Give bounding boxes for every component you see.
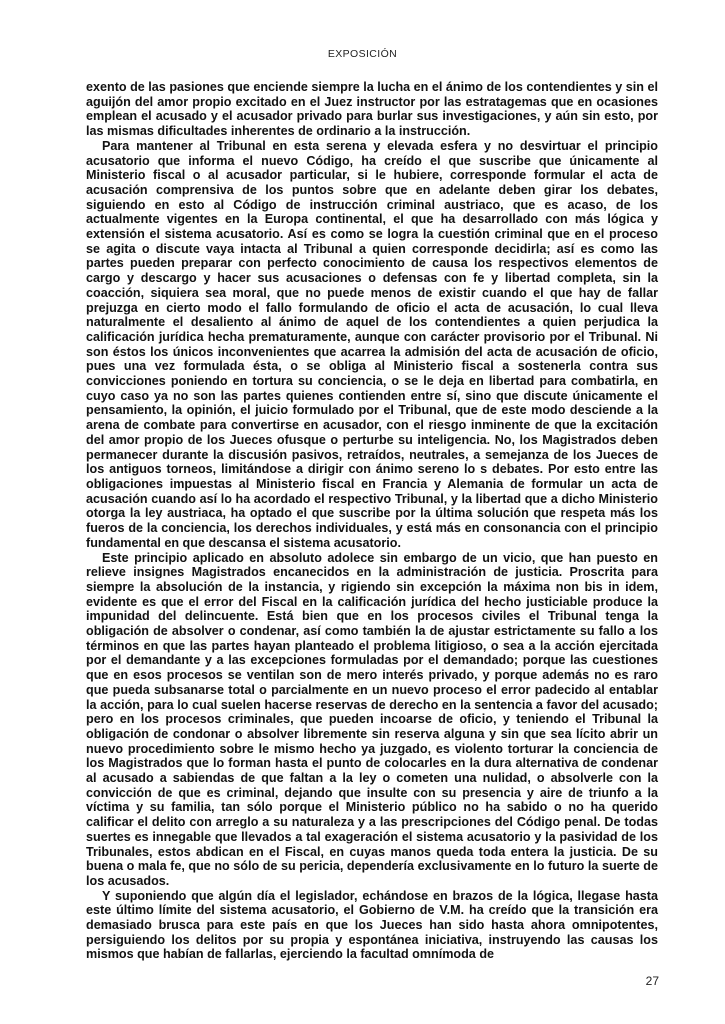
paragraph-1: exento de las pasiones que enciende siempre la lucha en el ánimo de los contendientes y sin el aguijón del amor propio excitado en el Juez instructor por las estratagemas que en ocasiones emplean el acusado y el acusador privado para burlar sus investigaciones, y aún sin esto, por las mismas dificultades inherentes de ordinario a la instrucción. [86, 80, 658, 139]
paragraph-3: Este principio aplicado en absoluto adolece sin embargo de un vicio, que han puesto en relieve insignes Magistrados encanecidos en la administración de justicia. Proscrita para siempre la absolución de la instancia, y rigiendo sin excepción la máxima non bis in idem, evidente es que el error del Fiscal en la calificación jurídica del hecho justiciable produce la impunidad del delincuente. Está bien que en los procesos civiles el Tribunal tenga la obligación de absolver o condenar, así como también la de ajustar estrictamente su fallo a los términos en que las partes hayan planteado el problema litigioso, o sea a la acción ejercitada por el demandante y a las excepciones formuladas por el demandado; porque las cuestiones que en esos procesos se ventilan son de mero interés privado, y porque además no es raro que pueda subsanarse total o parcialmente en un nuevo proceso el error padecido al entablar la acción, para lo cual suelen hacerse reservas de derecho en la sentencia a favor del acusado; pero en los procesos criminales, que pueden incoarse de oficio, y teniendo el Tribunal la obligación de condonar o absolver libremente sin reserva alguna y sin que sea lícito abrir un nuevo procedimiento sobre le mismo hecho ya juzgado, es violento torturar la conciencia de los Magistrados que lo forman hasta el punto de colocarles en la dura alternativa de condenar al acusado a sabiendas de que faltan a la ley o cometen una nulidad, o absolverle con la convicción de que es criminal, dejando que insulte con su presencia y aire de triunfo a la víctima y su familia, tan sólo porque el Ministerio público no ha sabido o no ha querido calificar el delito con arreglo a su naturaleza y a las prescripciones del Código penal. De todas suertes es innegable que llevados a tal exageración el sistema acusatorio y la pasividad de los Tribunales, estos abdican en el Fiscal, en cuyas manos queda toda entera la justicia. De su buena o mala fe, que no sólo de su pericia, dependería exclusivamente en lo futuro la suerte de los acusados. [86, 550, 658, 888]
paragraph-2: Para mantener al Tribunal en esta serena y elevada esfera y no desvirtuar el principio acusatorio que informa el nuevo Código, ha creído el que suscribe que únicamente al Ministerio fiscal o al acusador particular, si le hubiere, corresponde formular el acta de acusación comprensiva de los puntos sobre que en adelante deben girar los debates, siguiendo en esto al Código de instrucción criminal austriaco, que es acaso, de los actualmente vigentes en la Europa continental, el que ha desarrollado con más lógica y extensión el sistema acusatorio. Así es como se logra la cuestión criminal que en el proceso se agita o discute vaya intacta al Tribunal a quien corresponde decidirla; así es como las partes pueden preparar con perfecto conocimiento de causa los respectivos elementos de cargo y descargo y hacer sus acusaciones o defensas con fe y libertad completa, sin la coacción, siquiera sea moral, que no puede menos de existir cuando el que hay de fallar prejuzga en cierto modo el fallo formulando de oficio el acta de acusación, lo cual lleva naturalmente el desaliento al ánimo de aquel de los contendientes a quien perjudica la calificación jurídica hecha prematuramente, aunque con carácter provisorio por el Tribunal. Ni son éstos los únicos inconvenientes que acarrea la admisión del acta de acusación de oficio, pues una vez formulada ésta, o se obliga al Ministerio fiscal a sostenerla contra sus convicciones poniendo en tortura su conciencia, o se le deja en libertad para combatirla, en cuyo caso ya no son las partes quienes contienden entre sí, sino que discute únicamente el pensamiento, la opinión, el juicio formulado por el Tribunal, que de este modo desciende a la arena de combate para convertirse en acusador, con el riesgo inminente de que la excitación del amor propio de los Jueces ofusque o perturbe su inteligencia. No, los Magistrados deben permanecer durante la discusión pasivos, retraídos, neutrales, a semejanza de los Jueces de los antiguos torneos, limitándose a dirigir con ánimo sereno lo s debates. Por esto entre las obligaciones impuestas al Ministerio fiscal en Francia y Alemania de formular un acta de acusación cuando así lo ha acordado el respectivo Tribunal, y la libertad que a dicho Ministerio otorga la ley austriaca, ha optado el que suscribe por la última solución que respeta más los fueros de la conciencia, los derechos individuales, y está más en consonancia con el principio fundamental en que descansa el sistema acusatorio. [86, 138, 658, 550]
page-number: 27 [645, 974, 659, 988]
paragraph-4: Y suponiendo que algún día el legislador, echándose en brazos de la lógica, llegase hasta este último límite del sistema acusatorio, el Gobierno de V.M. ha creído que la transición era demasiado brusca para este país en que los Jueces han sido hasta ahora omnipotentes, persiguiendo los delitos por su propia y espontánea iniciativa, instruyendo las causas los mismos que habían de fallarlas, ejerciendo la facultad omnímoda de [86, 888, 658, 962]
running-header: EXPOSICIÓN [327, 48, 398, 60]
body-text [86, 80, 658, 962]
